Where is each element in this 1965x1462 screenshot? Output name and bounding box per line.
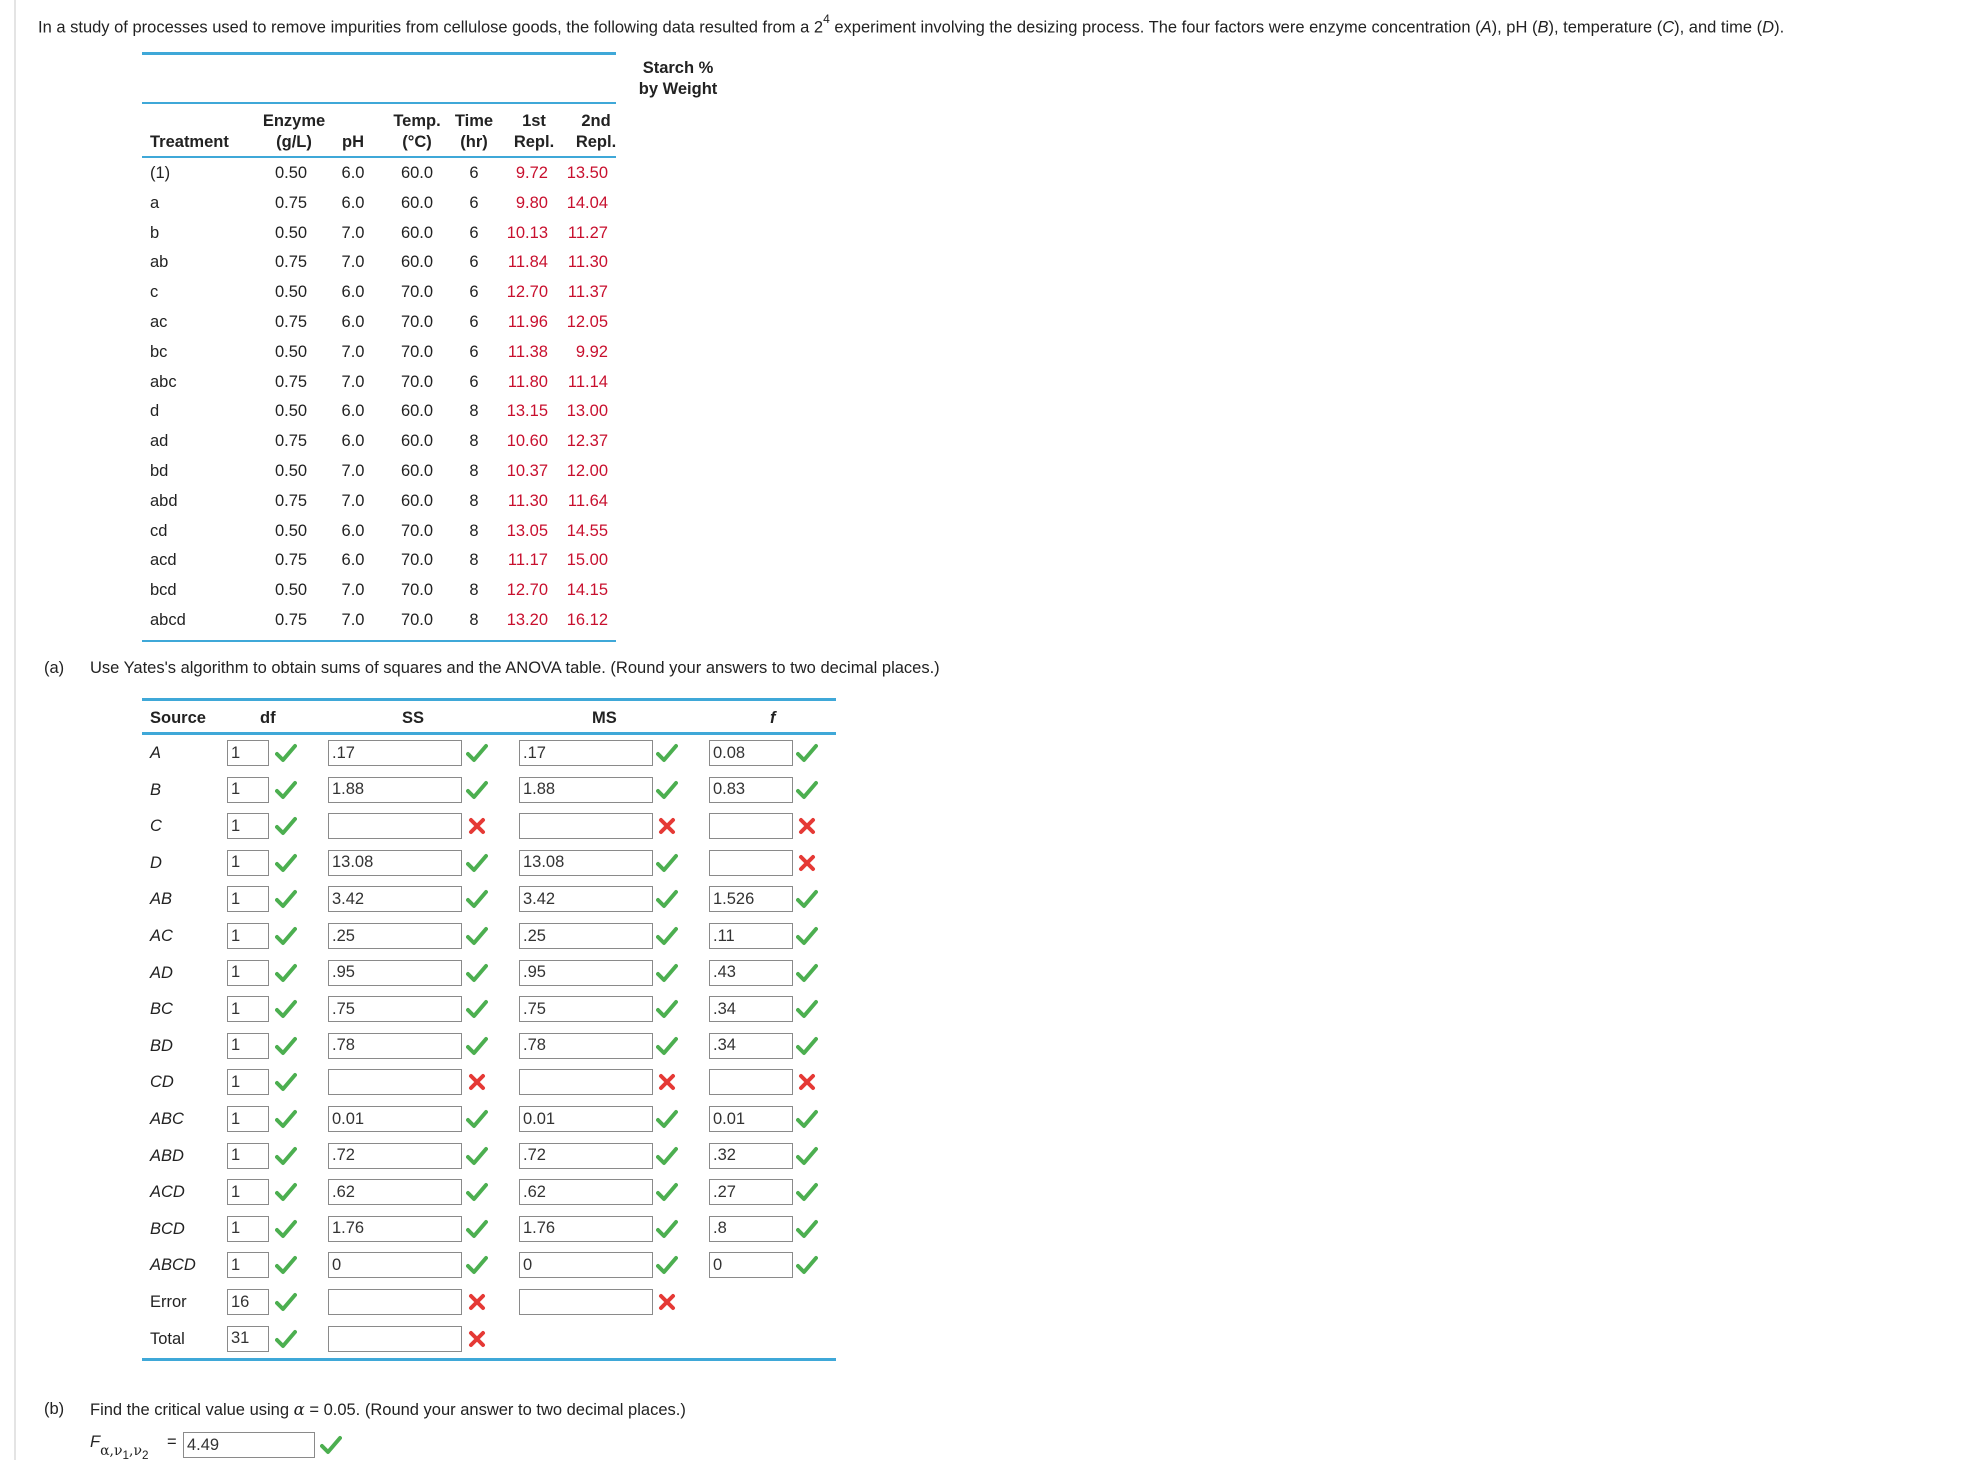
enzyme-cell: 0.75 (274, 372, 308, 391)
ph-cell: 6.0 (341, 193, 365, 212)
temp-cell: 60.0 (400, 164, 434, 182)
ph-cell: 6.0 (341, 551, 365, 570)
f-critical-input[interactable] (183, 1432, 315, 1458)
check-icon (275, 1291, 297, 1313)
check-icon (275, 1181, 297, 1203)
df-input[interactable] (227, 960, 269, 986)
source-label: BC (150, 1000, 173, 1019)
ss-input[interactable] (328, 1106, 462, 1132)
check-icon (796, 1254, 818, 1276)
repl1-cell: 10.13 (506, 223, 548, 242)
source-label: ABCD (150, 1256, 196, 1275)
temp-cell: 60.0 (400, 402, 434, 421)
ph-cell: 7.0 (341, 223, 365, 242)
repl2-cell: 14.55 (566, 521, 608, 540)
ph-cell: 6.0 (341, 164, 365, 182)
check-icon (275, 1071, 297, 1093)
ms-input[interactable] (519, 1033, 653, 1059)
table-top-rule (142, 52, 616, 55)
check-icon (466, 925, 488, 947)
part-a-text: Use Yates's algorithm to obtain sums of squares and the ANOVA table. (Round your answers to two decimal places.) (90, 659, 940, 677)
check-icon (656, 779, 678, 801)
enzyme-cell: 0.50 (274, 402, 308, 421)
check-icon (796, 888, 818, 910)
source-label: AC (150, 927, 173, 945)
time-cell: 6 (469, 372, 479, 391)
ms-input[interactable] (519, 923, 653, 949)
check-icon (656, 925, 678, 947)
ss-input[interactable] (328, 1069, 462, 1095)
df-input[interactable] (227, 1252, 269, 1278)
ph-cell: 7.0 (341, 462, 365, 480)
ms-input[interactable] (519, 777, 653, 803)
ss-input[interactable] (328, 1252, 462, 1278)
ph-cell: 7.0 (341, 342, 365, 361)
repl2-cell: 16.12 (566, 611, 608, 629)
ph-header: pH (342, 133, 364, 151)
repl1-cell: 12.70 (506, 581, 548, 600)
f-input[interactable] (709, 850, 793, 876)
ph-cell: 6.0 (341, 283, 365, 302)
ss-input[interactable] (328, 813, 462, 839)
repl1-cell: 12.70 (506, 283, 548, 302)
repl2-cell: 11.14 (567, 372, 608, 391)
df-input[interactable] (227, 1216, 269, 1242)
source-label: D (150, 853, 162, 872)
temp-cell: 60.0 (400, 432, 434, 451)
ss-header: SS (402, 709, 425, 727)
df-input[interactable] (227, 996, 269, 1022)
check-icon (275, 815, 297, 837)
check-icon (656, 888, 678, 910)
check-icon (656, 1181, 678, 1203)
check-icon (275, 998, 297, 1020)
check-icon (320, 1434, 342, 1456)
time-cell: 8 (469, 432, 479, 451)
ms-input[interactable] (519, 1289, 653, 1315)
temp-cell: 70.0 (400, 521, 434, 540)
check-icon (656, 852, 678, 874)
time-cell: 8 (469, 581, 479, 600)
repl1-cell: 13.20 (506, 611, 548, 629)
check-icon (466, 1145, 488, 1167)
time-cell: 6 (469, 164, 479, 182)
ss-input[interactable] (328, 740, 462, 766)
source-label: ACD (150, 1183, 185, 1202)
cross-icon (796, 1071, 818, 1093)
source-label: BD (150, 1036, 173, 1055)
treatment-cell: abd (150, 491, 178, 510)
check-icon (275, 1035, 297, 1057)
check-icon (275, 888, 297, 910)
part-a-label: (a) (44, 659, 65, 677)
check-icon (656, 1145, 678, 1167)
ph-cell: 7.0 (341, 491, 365, 510)
data-table (142, 52, 718, 629)
check-icon (275, 925, 297, 947)
cross-icon (796, 815, 818, 837)
time-cell: 8 (469, 462, 479, 480)
ss-input[interactable] (328, 777, 462, 803)
treatment-cell: abc (150, 372, 177, 391)
time-header: Time (hr) (454, 112, 494, 151)
temp-cell: 70.0 (400, 342, 434, 361)
anova-bottom-rule (142, 1358, 836, 1361)
check-icon (275, 852, 297, 874)
df-header: df (260, 709, 276, 727)
f-input[interactable] (709, 777, 793, 803)
f-input[interactable] (709, 1179, 793, 1205)
source-label: ABD (150, 1146, 184, 1165)
enzyme-cell: 0.50 (274, 462, 308, 480)
starch-header: Starch % by Weight (638, 59, 718, 98)
f-input[interactable] (709, 1033, 793, 1059)
check-icon (466, 1254, 488, 1276)
treatment-cell: a (150, 193, 160, 212)
cross-icon (466, 1291, 488, 1313)
ph-cell: 6.0 (341, 432, 365, 451)
ph-cell: 7.0 (341, 372, 365, 391)
df-input[interactable] (227, 1289, 269, 1315)
ms-input[interactable] (519, 886, 653, 912)
ss-input[interactable] (328, 923, 462, 949)
temp-cell: 70.0 (400, 551, 434, 570)
source-label: B (150, 780, 162, 799)
check-icon (656, 998, 678, 1020)
check-icon (796, 1108, 818, 1130)
repl1-cell: 10.60 (506, 432, 548, 451)
repl2-cell: 12.37 (566, 432, 608, 451)
time-cell: 6 (469, 193, 479, 212)
check-icon (275, 1218, 297, 1240)
ms-input[interactable] (519, 1106, 653, 1132)
enzyme-cell: 0.75 (274, 313, 308, 331)
check-icon (796, 998, 818, 1020)
enzyme-cell: 0.75 (274, 432, 308, 451)
treatment-cell: bd (150, 462, 169, 480)
treatment-cell: cd (150, 521, 168, 540)
ms-input[interactable] (519, 1069, 653, 1095)
temp-cell: 70.0 (400, 283, 434, 302)
f-critical-label: $F_{\alpha,\nu_1,\nu_2}$ (90, 1433, 149, 1462)
ss-input[interactable] (328, 996, 462, 1022)
treatment-cell: bcd (150, 581, 177, 600)
ph-cell: 6.0 (341, 521, 365, 540)
ss-input[interactable] (328, 1033, 462, 1059)
ms-input[interactable] (519, 1216, 653, 1242)
treatment-cell: bc (150, 342, 168, 361)
header-rule (142, 156, 616, 158)
treatment-cell: (1) (150, 164, 171, 182)
repl1-cell: 11.96 (507, 313, 548, 331)
ms-input[interactable] (519, 1143, 653, 1169)
enzyme-cell: 0.50 (274, 342, 308, 361)
repl2-cell: 11.27 (567, 223, 608, 242)
problem-intro: In a study of processes used to remove impurities from cellulose goods, the following data resulted from a $2^4$ experiment involving the desizing process. The four factors were enzyme concentration (A), pH (B), temperature (C), and time (D). (38, 12, 1785, 37)
ph-cell: 7.0 (341, 581, 365, 600)
f-input[interactable] (709, 1216, 793, 1242)
source-label: AB (150, 890, 173, 909)
df-input[interactable] (227, 777, 269, 803)
ms-input[interactable] (519, 850, 653, 876)
cross-icon (656, 1071, 678, 1093)
check-icon (796, 1145, 818, 1167)
f-input[interactable] (709, 1143, 793, 1169)
treatment-cell: ad (150, 432, 169, 451)
repl2-cell: 13.50 (566, 164, 608, 182)
part-b-label: (b) (44, 1400, 65, 1418)
f-input[interactable] (709, 1252, 793, 1278)
df-input[interactable] (227, 813, 269, 839)
ph-cell: 6.0 (341, 402, 365, 421)
cross-icon (466, 1071, 488, 1093)
left-border (14, 0, 16, 1460)
enzyme-cell: 0.50 (274, 581, 308, 600)
repl1-cell: 9.80 (515, 193, 548, 212)
df-input[interactable] (227, 1179, 269, 1205)
df-input[interactable] (227, 886, 269, 912)
anova-top-rule (142, 698, 836, 701)
check-icon (466, 998, 488, 1020)
df-input[interactable] (227, 1326, 269, 1352)
check-icon (466, 1108, 488, 1130)
enzyme-cell: 0.50 (274, 283, 308, 302)
treatment-header: Treatment (150, 133, 229, 151)
source-label: C (150, 817, 162, 836)
time-cell: 6 (469, 342, 479, 361)
repl1-cell: 11.38 (507, 342, 548, 361)
treatment-cell: ab (150, 253, 169, 272)
treatment-cell: d (150, 402, 160, 421)
repl1-cell: 9.72 (515, 164, 548, 182)
f-input[interactable] (709, 740, 793, 766)
ss-input[interactable] (328, 1216, 462, 1242)
f-critical-equals: = (167, 1433, 177, 1451)
source-label: ABC (150, 1110, 184, 1128)
ph-cell: 6.0 (341, 313, 365, 331)
repl2-cell: 9.92 (575, 342, 608, 361)
temp-cell: 60.0 (400, 253, 434, 272)
check-icon (466, 1181, 488, 1203)
ms-input[interactable] (519, 813, 653, 839)
enzyme-cell: 0.50 (274, 223, 308, 242)
check-icon (275, 1108, 297, 1130)
df-input[interactable] (227, 850, 269, 876)
check-icon (656, 1254, 678, 1276)
temp-cell: 60.0 (400, 223, 434, 242)
repl2-cell: 12.05 (566, 313, 608, 331)
f-input[interactable] (709, 886, 793, 912)
f-input[interactable] (709, 996, 793, 1022)
cross-icon (466, 1328, 488, 1350)
repl1-cell: 13.15 (506, 402, 548, 421)
repl2-cell: 15.00 (566, 551, 608, 570)
ms-header: MS (592, 709, 617, 727)
temp-cell: 70.0 (400, 372, 434, 391)
temp-cell: 60.0 (400, 193, 434, 212)
check-icon (656, 1035, 678, 1057)
treatment-cell: c (150, 283, 159, 302)
repl2-cell: 14.04 (566, 193, 608, 212)
check-icon (466, 1035, 488, 1057)
check-icon (796, 1181, 818, 1203)
check-icon (275, 742, 297, 764)
enzyme-cell: 0.75 (274, 551, 308, 570)
repl2-cell: 11.30 (567, 253, 608, 272)
treatment-cell: b (150, 223, 160, 242)
source-label: BCD (150, 1219, 185, 1238)
f-input[interactable] (709, 960, 793, 986)
time-cell: 8 (469, 402, 479, 421)
ph-cell: 7.0 (341, 253, 365, 272)
check-icon (466, 742, 488, 764)
repl2-cell: 11.37 (567, 283, 608, 302)
ss-input[interactable] (328, 960, 462, 986)
ss-input[interactable] (328, 1289, 462, 1315)
source-label: Error (150, 1293, 187, 1311)
source-label: A (150, 744, 162, 762)
check-icon (656, 1218, 678, 1240)
check-icon (656, 1108, 678, 1130)
repl2-cell: 11.64 (567, 491, 608, 510)
ms-input[interactable] (519, 996, 653, 1022)
ph-cell: 7.0 (341, 611, 365, 629)
check-icon (275, 1145, 297, 1167)
treatment-cell: abcd (150, 611, 186, 629)
ms-input[interactable] (519, 1179, 653, 1205)
check-icon (796, 962, 818, 984)
time-cell: 6 (469, 313, 479, 331)
time-cell: 6 (469, 253, 479, 272)
check-icon (466, 779, 488, 801)
ms-input[interactable] (519, 1252, 653, 1278)
source-header: Source (150, 709, 206, 727)
check-icon (275, 962, 297, 984)
check-icon (656, 962, 678, 984)
check-icon (275, 1254, 297, 1276)
cross-icon (466, 815, 488, 837)
f-input[interactable] (709, 1069, 793, 1095)
time-cell: 8 (469, 551, 479, 570)
check-icon (796, 925, 818, 947)
ss-input[interactable] (328, 886, 462, 912)
df-input[interactable] (227, 1106, 269, 1132)
repl1-cell: 11.84 (507, 253, 548, 272)
check-icon (796, 1218, 818, 1240)
time-cell: 6 (469, 283, 479, 302)
ms-input[interactable] (519, 960, 653, 986)
time-cell: 8 (469, 491, 479, 510)
enzyme-cell: 0.75 (274, 253, 308, 272)
treatment-cell: ac (150, 313, 168, 331)
ss-input[interactable] (328, 850, 462, 876)
ss-input[interactable] (328, 1326, 462, 1352)
cross-icon (796, 852, 818, 874)
repl2-header: 2nd Repl. (575, 112, 617, 151)
enzyme-cell: 0.50 (274, 521, 308, 540)
time-cell: 8 (469, 611, 479, 629)
enzyme-cell: 0.50 (274, 164, 308, 182)
repl1-cell: 10.37 (506, 462, 548, 480)
starch-rule (142, 102, 616, 104)
source-label: CD (150, 1073, 174, 1092)
check-icon (796, 742, 818, 764)
f-input[interactable] (709, 813, 793, 839)
time-cell: 6 (469, 223, 479, 242)
part-b-text: Find the critical value using α = 0.05. (Round your answer to two decimal places.) (90, 1400, 686, 1419)
df-input[interactable] (227, 923, 269, 949)
df-input[interactable] (227, 1033, 269, 1059)
temp-cell: 70.0 (400, 313, 434, 331)
check-icon (796, 779, 818, 801)
enzyme-cell: 0.75 (274, 491, 308, 510)
f-input[interactable] (709, 1106, 793, 1132)
check-icon (656, 742, 678, 764)
cross-icon (656, 1291, 678, 1313)
df-input[interactable] (227, 1143, 269, 1169)
check-icon (466, 1218, 488, 1240)
repl1-header: 1st Repl. (513, 112, 555, 151)
enzyme-cell: 0.75 (274, 611, 308, 629)
enzyme-cell: 0.75 (274, 193, 308, 212)
repl1-cell: 11.80 (507, 372, 548, 391)
check-icon (275, 779, 297, 801)
table-bottom-rule (142, 640, 616, 642)
ms-input[interactable] (519, 740, 653, 766)
df-input[interactable] (227, 1069, 269, 1095)
anova-header-rule (142, 732, 836, 735)
temp-header: Temp. (°C) (393, 112, 441, 151)
temp-cell: 70.0 (400, 611, 434, 629)
f-input[interactable] (709, 923, 793, 949)
repl2-cell: 12.00 (566, 462, 608, 480)
check-icon (466, 888, 488, 910)
f-header: f (770, 709, 776, 727)
source-label: Total (150, 1329, 185, 1348)
repl2-cell: 13.00 (566, 402, 608, 421)
check-icon (796, 1035, 818, 1057)
enzyme-header: Enzyme (g/L) (262, 112, 326, 151)
check-icon (466, 962, 488, 984)
time-cell: 8 (469, 521, 479, 540)
repl1-cell: 11.30 (507, 491, 548, 510)
df-input[interactable] (227, 740, 269, 766)
temp-cell: 60.0 (400, 462, 434, 480)
repl1-cell: 13.05 (506, 521, 548, 540)
temp-cell: 70.0 (400, 581, 434, 600)
repl1-cell: 11.17 (507, 551, 548, 570)
treatment-cell: acd (150, 551, 177, 570)
repl2-cell: 14.15 (566, 581, 608, 600)
source-label: AD (150, 963, 173, 982)
ss-input[interactable] (328, 1179, 462, 1205)
temp-cell: 60.0 (400, 491, 434, 510)
ss-input[interactable] (328, 1143, 462, 1169)
cross-icon (656, 815, 678, 837)
check-icon (275, 1328, 297, 1350)
check-icon (466, 852, 488, 874)
